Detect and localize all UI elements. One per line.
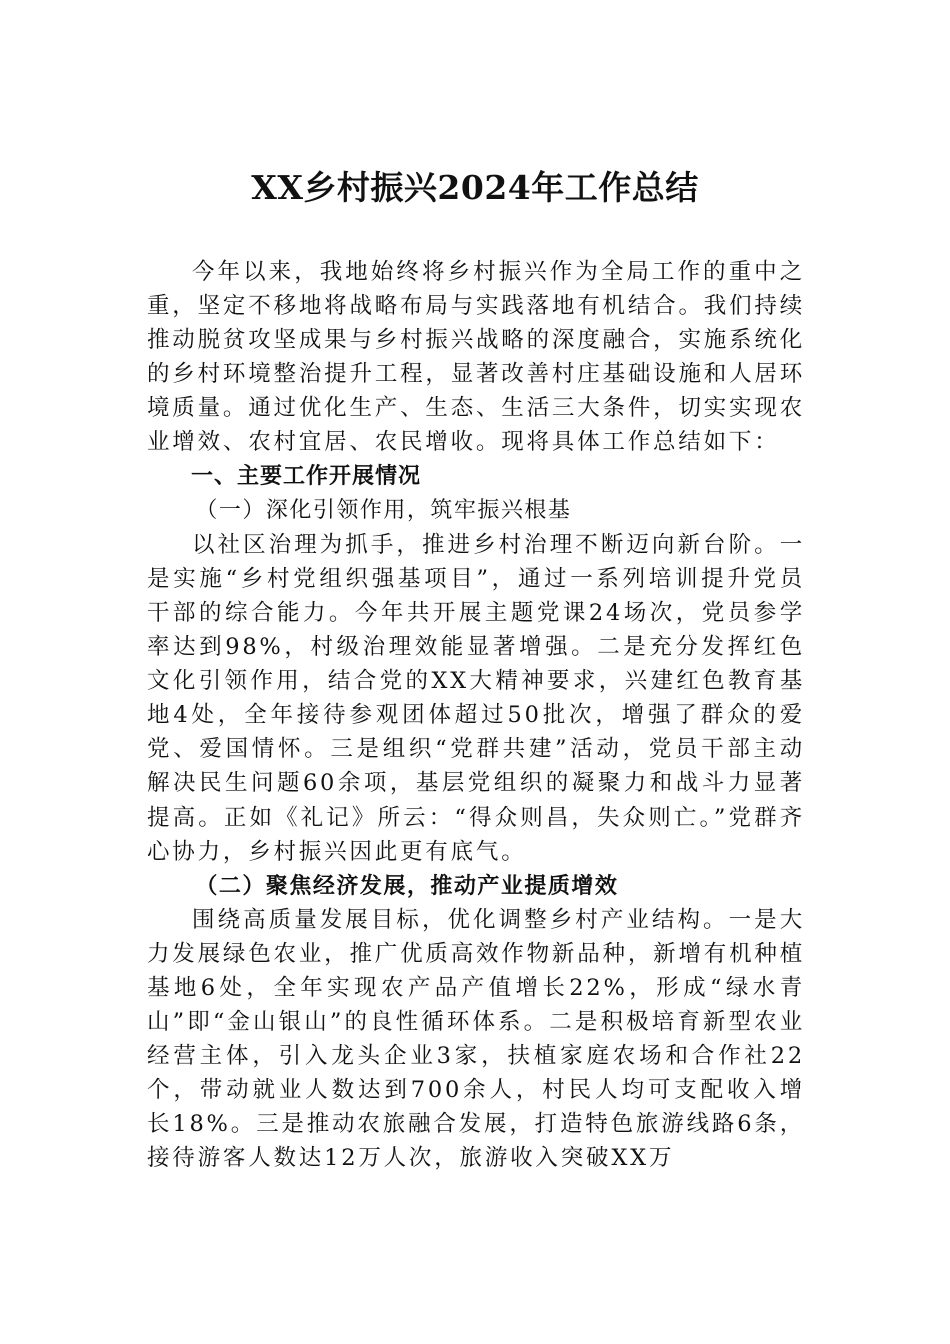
paragraph-economy: 围绕高质量发展目标，优化调整乡村产业结构。一是大力发展绿色农业，推广优质高效作物新品种，新增有机种植基地6处，全年实现农产品产值增长22%，形成“绿水青山”即“金山银山”的良性循环体系。二是积极培育新型农业经营主体，引入龙头企业3家，扶植家庭农场和合作社22个，带动就业人数达到700余人，村民人均可支配收入增长18%。三是推动农旅融合发展，打造特色旅游线路6条，接待游客人数达12万人次，旅游收入突破XX万 xyxy=(147,906,805,1172)
subsection-heading-economy: （二）聚焦经济发展，推动产业提质增效 xyxy=(195,872,619,899)
subsection-heading-leadership: （一）深化引领作用，筑牢振兴根基 xyxy=(195,497,572,523)
intro-paragraph: 今年以来，我地始终将乡村振兴作为全局工作的重中之重，坚定不移地将战略布局与实践落地有机结合。我们持续推动脱贫攻坚成果与乡村振兴战略的深度融合，实施系统化的乡村环境整治提升工程，显著改善村庄基础设施和人居环境质量。通过优化生产、生态、生活三大条件，切实实现农业增效、农村宜居、农民增收。现将具体工作总结如下： xyxy=(147,259,805,456)
document-body xyxy=(147,255,805,1176)
paragraph-leadership: 以社区治理为抓手，推进乡村治理不断迈向新台阶。一是实施“乡村党组织强基项目”，通过一系列培训提升党员干部的综合能力。今年共开展主题党课24场次，党员参学率达到98%，村级治理效能显著增强。二是充分发挥红色文化引领作用，结合党的XX大精神要求，兴建红色教育基地4处，全年接待参观团体超过50批次，增强了群众的爱党、爱国情怀。三是组织“党群共建”活动，党员干部主动解决民生问题60余项，基层党组织的凝聚力和战斗力显著提高。正如《礼记》所云：“得众则昌，失众则亡。”党群齐心协力，乡村振兴因此更有底气。 xyxy=(147,531,805,865)
section-heading-main-work: 一、主要工作开展情况 xyxy=(191,463,422,489)
document-title: XX乡村振兴2024年工作总结 xyxy=(251,168,699,207)
